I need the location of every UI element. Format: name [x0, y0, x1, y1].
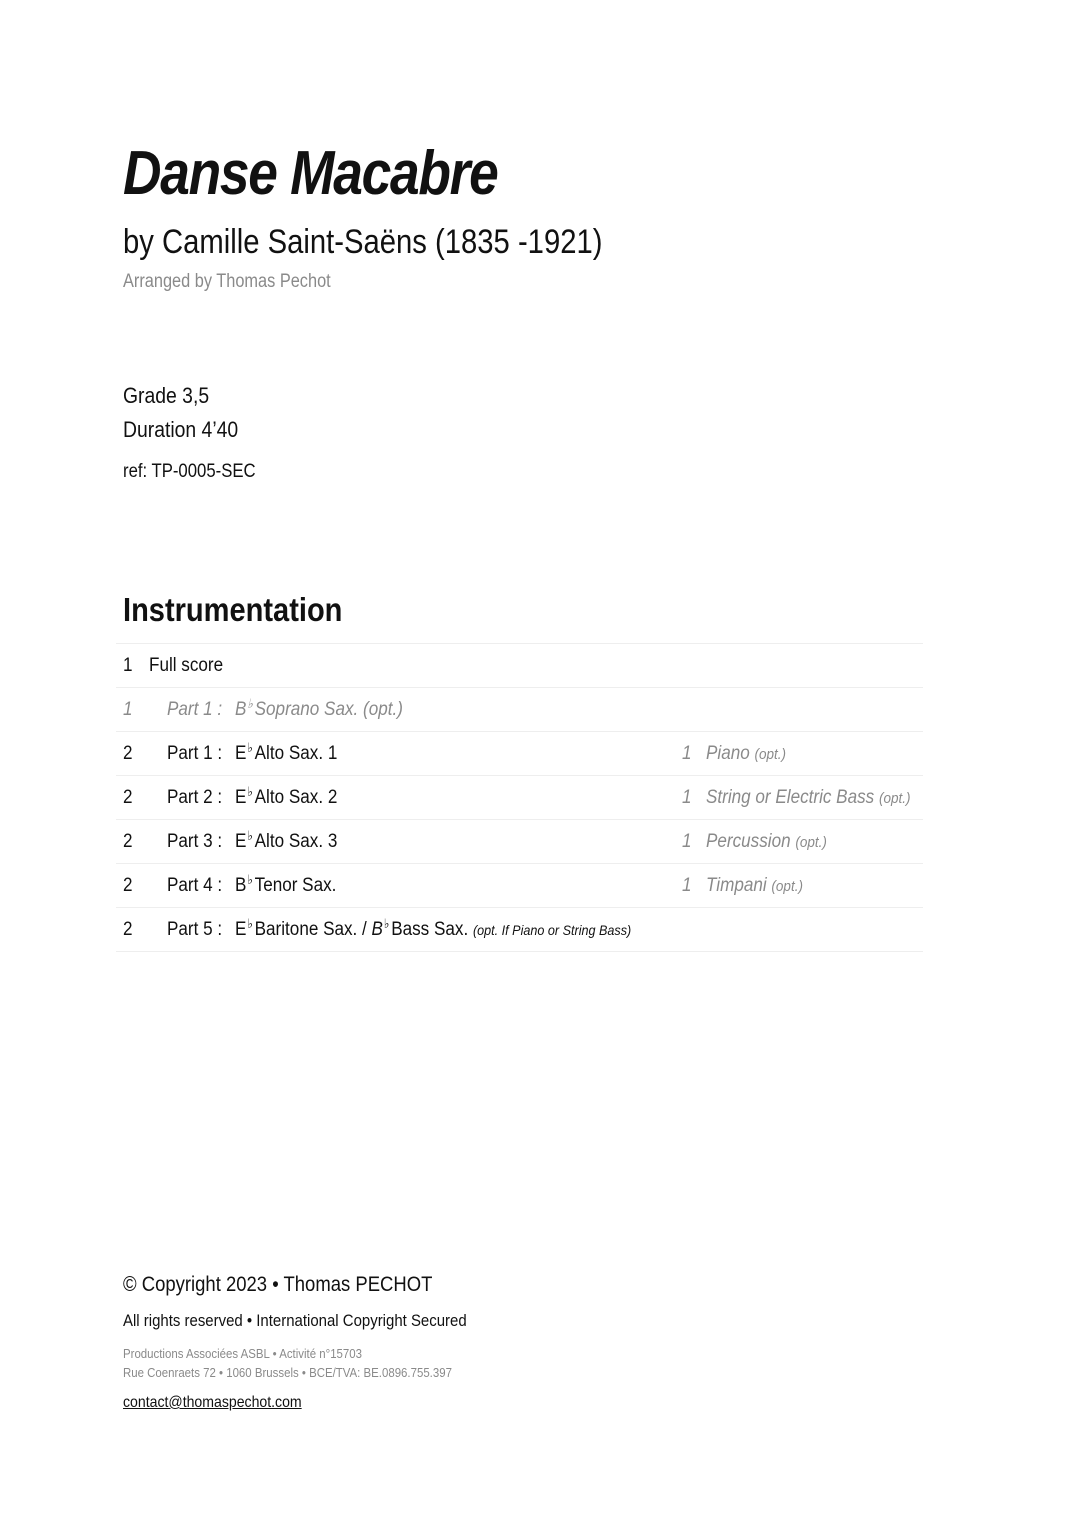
copyright-line: © Copyright 2023 • Thomas PECHOT	[123, 1273, 433, 1296]
instrument-label: Baritone Sax. /	[254, 919, 367, 940]
table-row	[116, 687, 923, 731]
instrument-name: Piano (opt.)	[706, 743, 787, 764]
table-row-full-score	[116, 643, 923, 687]
quantity: 1	[682, 743, 692, 764]
key-letter: B	[371, 919, 383, 940]
quantity: 2	[123, 831, 133, 852]
instrument-name: String or Electric Bass (opt.)	[706, 787, 911, 808]
key-letter: E	[235, 919, 247, 940]
company-line: Productions Associées ASBL • Activité n°15703	[123, 1346, 363, 1361]
instrument-label: Bass Sax.	[391, 919, 469, 940]
optional-note: (opt.)	[754, 746, 787, 763]
quantity: 1	[123, 655, 133, 676]
table-row	[116, 775, 923, 819]
key-letter: B	[235, 699, 247, 720]
rights-line: All rights reserved • International Copyright Secured	[123, 1311, 467, 1330]
flat-symbol: ♭	[247, 696, 253, 711]
key-letter: E	[235, 743, 247, 764]
flat-symbol: ♭	[383, 916, 390, 931]
key-letter: E	[235, 787, 247, 808]
flat-symbol: ♭	[247, 872, 253, 887]
part-label: Part 2 :	[167, 787, 223, 808]
address-line: Rue Coenraets 72 • 1060 Brussels • BCE/TVA: BE.0896.755.397	[123, 1365, 452, 1380]
table-row	[116, 731, 923, 775]
quantity: 2	[123, 875, 133, 896]
quantity: 2	[123, 919, 133, 940]
contact-email-link[interactable]: contact@thomaspechot.com	[123, 1394, 302, 1411]
instrument-name	[235, 908, 631, 952]
company-info	[123, 1344, 452, 1382]
part-label: Part 5 :	[167, 919, 223, 940]
reference-code: ref: TP-0005-SEC	[123, 461, 256, 482]
quantity: 2	[123, 787, 133, 808]
instrument-label: Tenor Sax.	[254, 875, 337, 896]
flat-symbol: ♭	[247, 784, 253, 799]
quantity: 1	[682, 875, 692, 896]
key-letter: B	[235, 875, 247, 896]
optional-note: (opt. If Piano or String Bass)	[472, 922, 632, 938]
part-label: Part 3 :	[167, 831, 223, 852]
page-title: Danse Macabre	[123, 139, 498, 208]
composer-credit: by Camille Saint-Saëns (1835 -1921)	[123, 223, 603, 261]
part-label: Part 1 :	[167, 743, 223, 764]
table-row	[116, 863, 923, 907]
flat-symbol: ♭	[247, 916, 253, 931]
instrument-label: Alto Sax. 2	[254, 787, 338, 808]
flat-symbol: ♭	[247, 740, 253, 755]
instrument-name	[235, 864, 336, 908]
part-label: Part 4 :	[167, 875, 223, 896]
key-letter: E	[235, 831, 247, 852]
instrument-name	[235, 732, 337, 776]
instrument-name	[235, 820, 337, 864]
table-row	[116, 819, 923, 863]
part-label: Part 1 :	[167, 699, 223, 720]
optional-note: (opt.)	[771, 878, 803, 895]
quantity: 1	[123, 699, 133, 720]
instrument-label: Soprano Sax. (opt.)	[254, 699, 403, 720]
instrument-name: Percussion (opt.)	[706, 831, 827, 852]
instrument-name	[235, 776, 337, 820]
quantity: 2	[123, 743, 133, 764]
quantity: 1	[682, 787, 692, 808]
instrument-name	[235, 688, 403, 732]
table-row	[116, 907, 923, 952]
optional-note: (opt.)	[878, 790, 911, 807]
arranger-credit: Arranged by Thomas Pechot	[123, 271, 331, 292]
instrument-label: Alto Sax. 3	[254, 831, 338, 852]
duration: Duration 4’40	[123, 417, 239, 442]
instrumentation-table	[116, 643, 923, 952]
quantity: 1	[682, 831, 692, 852]
flat-symbol: ♭	[247, 828, 253, 843]
instrument-name: Full score	[149, 655, 224, 676]
instrument-name: Timpani (opt.)	[706, 875, 803, 896]
instrumentation-heading: Instrumentation	[123, 591, 343, 628]
instrument-label: Alto Sax. 1	[254, 743, 338, 764]
grade: Grade 3,5	[123, 383, 210, 408]
optional-note: (opt.)	[795, 834, 827, 851]
